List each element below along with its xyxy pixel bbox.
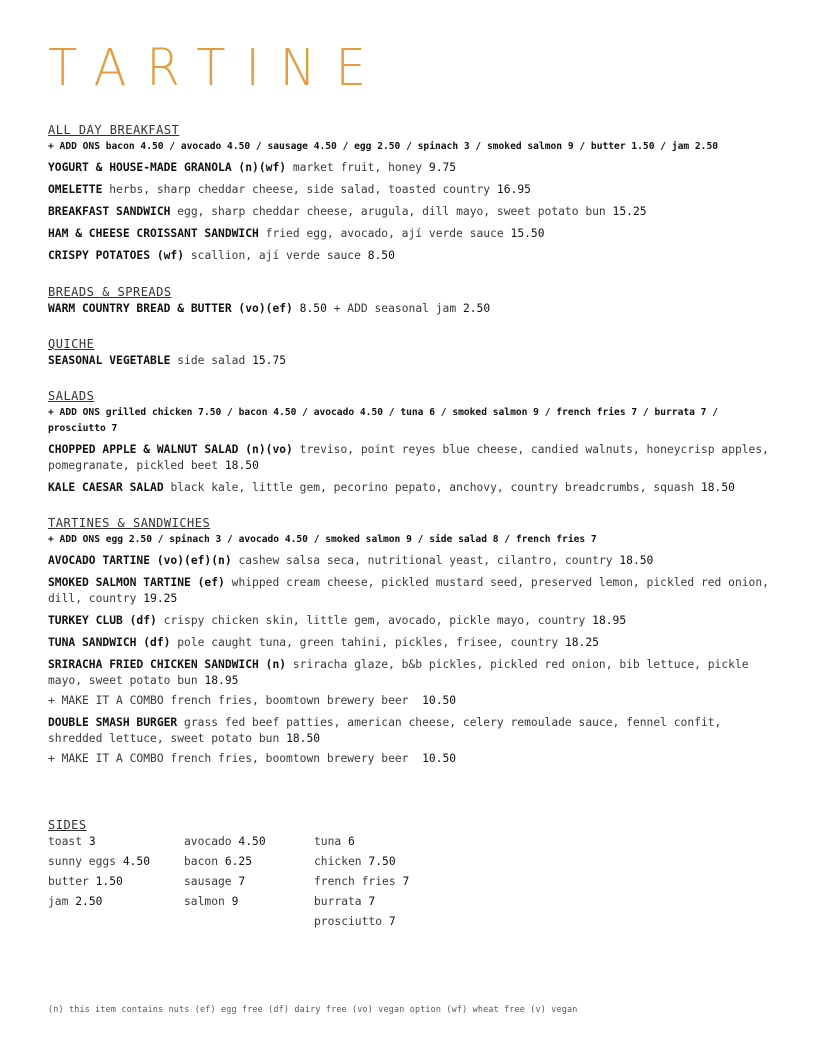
- brand-logo: TARTINE: [48, 38, 386, 98]
- side-item: [48, 852, 184, 872]
- combo-price: 10.50: [422, 752, 457, 765]
- side-price: 7.50: [368, 855, 396, 868]
- item-description: herbs, sharp cheddar cheese, side salad, toasted country: [109, 183, 491, 196]
- side-price: 9: [231, 895, 239, 908]
- item-name: KALE CAESAR SALAD: [48, 481, 164, 494]
- item-name: DOUBLE SMASH BURGER: [48, 716, 178, 729]
- menu-item: [48, 575, 772, 607]
- side-price: 7: [368, 895, 376, 908]
- item-description: crispy chicken skin, little gem, avocado, pickle mayo, country: [163, 614, 586, 627]
- side-price: 6.25: [224, 855, 253, 868]
- side-item: [314, 912, 454, 932]
- item-price: 18.95: [592, 614, 627, 627]
- side-item: [184, 872, 314, 892]
- item-description: fried egg, avocado, ají verde sauce: [265, 227, 504, 240]
- menu-item: [48, 301, 772, 317]
- sides-column: [184, 832, 314, 932]
- menu-section: [48, 122, 772, 264]
- menu-item: [48, 635, 772, 651]
- side-item: [48, 832, 184, 852]
- item-description: grass fed beef patties, american cheese, celery remoulade sauce, fennel confit, shredded lettuce, sweet potato bun: [48, 716, 722, 745]
- side-item: [314, 872, 454, 892]
- side-price: 1.50: [95, 875, 123, 888]
- menu-item: [48, 553, 772, 569]
- side-name: sunny eggs: [48, 855, 117, 868]
- section-title: ALL DAY BREAKFAST: [48, 123, 180, 137]
- item-name: CRISPY POTATOES (wf): [48, 249, 185, 262]
- side-price: 4.50: [122, 855, 151, 868]
- item-name: TUNA SANDWICH (df): [48, 636, 171, 649]
- menu-item: [48, 204, 772, 220]
- dietary-legend: (n) this item contains nuts (ef) egg free (df) dairy free (vo) vegan option (wf) wheat free (v) vegan: [48, 1004, 578, 1014]
- item-price: 16.95: [496, 183, 531, 196]
- item-description: black kale, little gem, pecorino pepato, anchovy, country breadcrumbs, squash: [170, 481, 695, 494]
- combo-line: [48, 751, 772, 767]
- side-item: [314, 892, 454, 912]
- side-item: [184, 832, 314, 852]
- item-name: TURKEY CLUB (df): [48, 614, 157, 627]
- item-description: whipped cream cheese, pickled mustard seed, preserved lemon, pickled red onion, dill, country: [48, 576, 769, 605]
- menu-item: [48, 715, 772, 747]
- menu-item: [48, 442, 772, 474]
- menu-item: [48, 182, 772, 198]
- combo-price: 10.50: [422, 694, 457, 707]
- menu-section: [48, 284, 772, 317]
- side-item: [184, 852, 314, 872]
- menu-item: [48, 248, 772, 264]
- side-name: french fries: [314, 875, 396, 888]
- item-price: 18.50: [224, 459, 259, 472]
- item-name: BREAKFAST SANDWICH: [48, 205, 171, 218]
- item-description: treviso, point reyes blue cheese, candied walnuts, honeycrisp apples, pomegranate, pickled beet: [48, 443, 769, 472]
- item-price: 19.25: [143, 592, 178, 605]
- item-price: 18.95: [204, 674, 239, 687]
- item-description: cashew salsa seca, nutritional yeast, cilantro, country: [238, 554, 613, 567]
- side-price: 2.50: [75, 895, 103, 908]
- item-price: 18.50: [619, 554, 654, 567]
- item-name: SEASONAL VEGETABLE: [48, 354, 171, 367]
- side-name: avocado: [184, 835, 232, 848]
- side-name: jam: [48, 895, 69, 908]
- side-name: sausage: [184, 875, 232, 888]
- combo-text: + MAKE IT A COMBO french fries, boomtown brewery beer: [48, 694, 409, 707]
- side-item: [314, 832, 454, 852]
- menu-item: [48, 613, 772, 629]
- item-price: 18.25: [564, 636, 599, 649]
- item-name: AVOCADO TARTINE (vo)(ef)(n): [48, 554, 232, 567]
- item-description: sriracha glaze, b&b pickles, pickled red onion, bib lettuce, pickle mayo, sweet potato bun: [48, 658, 749, 687]
- menu-item: [48, 657, 772, 689]
- side-item: [48, 872, 184, 892]
- item-name: YOGURT & HOUSE-MADE GRANOLA (n)(wf): [48, 161, 287, 174]
- section-title: TARTINES & SANDWICHES: [48, 516, 211, 530]
- side-price: 3: [88, 835, 96, 848]
- side-price: 6: [348, 835, 355, 848]
- item-name: OMELETTE: [48, 183, 103, 196]
- side-name: prosciutto: [314, 915, 383, 928]
- sides-section: [48, 817, 772, 932]
- menu-section: [48, 336, 772, 369]
- side-name: tuna: [314, 835, 342, 848]
- item-price: 15.75: [252, 354, 287, 367]
- addons-line: + ADD ONS bacon 4.50 / avocado 4.50 / sausage 4.50 / egg 2.50 / spinach 3 / smoked salmon 9 / butter 1.50 / jam 2.50: [48, 141, 719, 152]
- side-item: [184, 892, 314, 912]
- menu-item: [48, 160, 772, 176]
- item-description: scallion, ají verde sauce: [190, 249, 361, 262]
- item-name: SRIRACHA FRIED CHICKEN SANDWICH (n): [48, 658, 287, 671]
- side-price: 7: [238, 875, 246, 888]
- combo-line: [48, 693, 772, 709]
- item-price: 18.50: [700, 481, 735, 494]
- addons-line: + ADD ONS egg 2.50 / spinach 3 / avocado 4.50 / smoked salmon 9 / side salad 8 / french fries 7: [48, 534, 597, 545]
- section-title: BREADS & SPREADS: [48, 285, 172, 299]
- item-price: 18.50: [286, 732, 321, 745]
- side-price: 7: [388, 915, 396, 928]
- item-name: SMOKED SALMON TARTINE (ef): [48, 576, 225, 589]
- item-extra-price: 2.50: [462, 302, 491, 315]
- addons-line: + ADD ONS grilled chicken 7.50 / bacon 4.50 / avocado 4.50 / tuna 6 / smoked salmon 9 / french fries 7 / burrata 7 / prosciutto 7: [48, 407, 719, 434]
- sides-column: [314, 832, 454, 932]
- item-price: 8.50: [299, 302, 327, 315]
- menu-page: [48, 38, 772, 932]
- item-price: 9.75: [428, 161, 457, 174]
- section-title: SALADS: [48, 389, 95, 403]
- item-name: CHOPPED APPLE & WALNUT SALAD (n)(vo): [48, 443, 293, 456]
- menu-item: [48, 353, 772, 369]
- side-name: burrata: [314, 895, 362, 908]
- item-extra: + ADD seasonal jam: [333, 302, 457, 315]
- item-description: pole caught tuna, green tahini, pickles, frisee, country: [177, 636, 559, 649]
- menu-section: [48, 515, 772, 767]
- side-price: 4.50: [238, 835, 266, 848]
- side-name: bacon: [184, 855, 219, 868]
- side-item: [314, 852, 454, 872]
- side-price: 7: [402, 875, 410, 888]
- item-name: HAM & CHEESE CROISSANT SANDWICH: [48, 227, 259, 240]
- side-name: chicken: [314, 855, 362, 868]
- menu-item: [48, 480, 772, 496]
- section-title: SIDES: [48, 818, 87, 832]
- item-description: egg, sharp cheddar cheese, arugula, dill mayo, sweet potato bun: [177, 205, 606, 218]
- side-name: butter: [48, 875, 89, 888]
- item-price: 15.50: [510, 227, 545, 240]
- combo-text: + MAKE IT A COMBO french fries, boomtown brewery beer: [48, 752, 409, 765]
- side-name: salmon: [184, 895, 225, 908]
- side-name: toast: [48, 835, 83, 848]
- sides-grid: [48, 832, 772, 932]
- side-item: [48, 892, 184, 912]
- item-name: WARM COUNTRY BREAD & BUTTER (vo)(ef): [48, 302, 293, 315]
- item-price: 15.25: [612, 205, 647, 218]
- item-description: market fruit, honey: [292, 161, 423, 174]
- item-description: side salad: [177, 354, 246, 367]
- item-price: 8.50: [367, 249, 395, 262]
- menu-sections: [48, 122, 772, 767]
- menu-item: [48, 226, 772, 242]
- sides-column: [48, 832, 184, 932]
- menu-section: [48, 388, 772, 496]
- section-title: QUICHE: [48, 337, 95, 351]
